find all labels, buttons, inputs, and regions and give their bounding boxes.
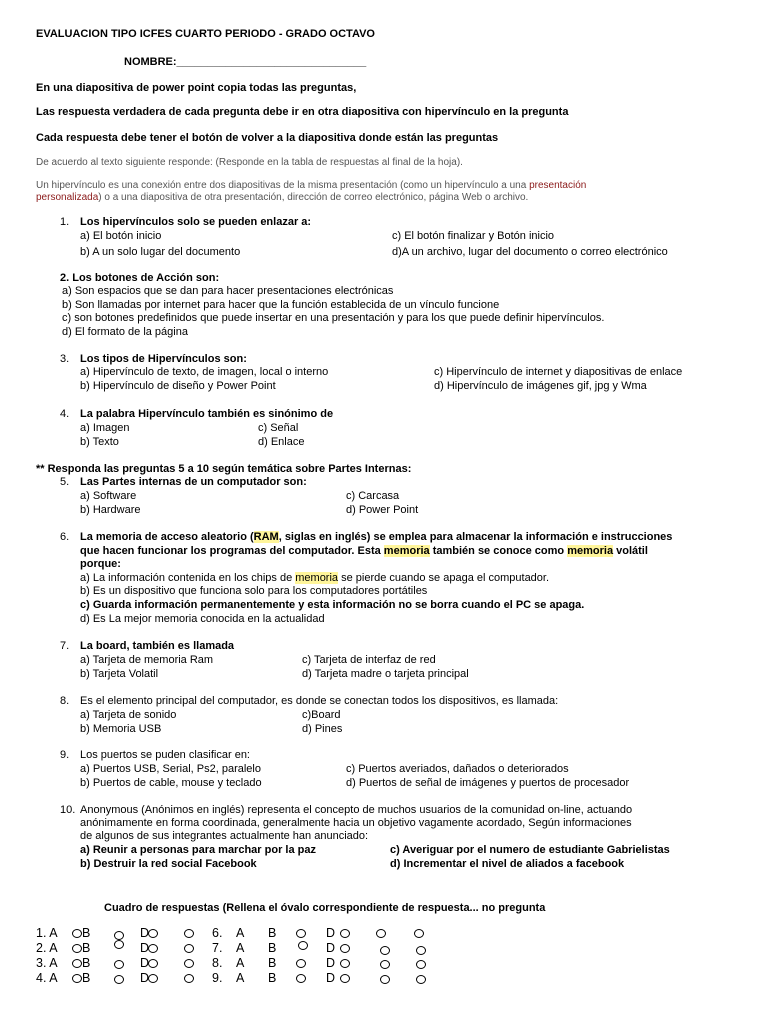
- option-a: a) Hipervínculo de texto, de imagen, local o interno: [80, 366, 329, 378]
- question-text: La board, también es llamada: [80, 640, 235, 652]
- option-c: c) Guarda información permanentemente y esta información no se borra cuando el PC se apaga.: [80, 599, 585, 611]
- answer-oval[interactable]: [376, 929, 386, 938]
- option-c: c) Carcasa: [346, 490, 400, 502]
- option-c: c)Board: [302, 709, 341, 721]
- option-c: c) son botones predefinidos que puede insertar en una presentación y para los que puede definir hipervínculos.: [62, 312, 605, 324]
- answer-oval[interactable]: [114, 960, 124, 969]
- ram-highlight: RAM: [253, 531, 279, 543]
- question-text-line-1: Anonymous (Anónimos en inglés) representa el concepto de muchos usuarios de la comunidad on-line, actuando: [80, 804, 633, 816]
- instruction-2: Las respuesta verdadera de cada pregunta debe ir en otra diapositiva con hipervínculo en la pregunta: [36, 106, 569, 118]
- option-d: d) Puertos de señal de imágenes y puertos de procesador: [346, 777, 630, 789]
- option-d: d) Tarjeta madre o tarjeta principal: [302, 668, 469, 680]
- option-letter-d: D: [140, 941, 150, 955]
- option-letter-b: B: [82, 971, 91, 985]
- option-letter-a: A: [236, 926, 245, 940]
- option-d: d) Enlace: [258, 436, 305, 448]
- answer-oval[interactable]: [72, 929, 82, 938]
- option-letter-b: B: [268, 926, 277, 940]
- answer-oval[interactable]: [148, 959, 158, 968]
- question-text-line-3: de algunos de sus integrantes actualmente han anunciado:: [80, 830, 369, 842]
- answer-row-label: 2. A: [36, 941, 58, 955]
- option-b: b) Hardware: [80, 504, 141, 516]
- answer-oval[interactable]: [380, 975, 390, 984]
- option-d: d) El formato de la página: [62, 326, 188, 338]
- answer-oval[interactable]: [72, 959, 82, 968]
- option-b: b) Son llamadas por internet para hacer que la función establecida de un vínculo funcione: [62, 299, 500, 311]
- question-text: Es el elemento principal del computador, es donde se conectan todos los dispositivos, es llamada:: [80, 695, 559, 707]
- answer-oval[interactable]: [184, 929, 194, 938]
- option-d: d) Incrementar el nivel de aliados a facebook: [390, 858, 625, 870]
- option-letter-b: B: [82, 956, 91, 970]
- question-number: 5.: [60, 476, 70, 488]
- answer-oval[interactable]: [340, 974, 350, 983]
- answer-oval[interactable]: [148, 944, 158, 953]
- option-c: c) Hipervínculo de internet y diapositivas de enlace: [434, 366, 683, 378]
- option-c: c) Averiguar por el numero de estudiante Gabrielistas: [390, 844, 670, 856]
- answer-oval[interactable]: [340, 929, 350, 938]
- option-c: c) Puertos averiados, dañados o deteriorados: [346, 763, 569, 775]
- answer-oval[interactable]: [184, 944, 194, 953]
- option-letter-a: A: [236, 956, 245, 970]
- q6-text-part: que hacen funcionar los programas del computador. Esta: [80, 545, 384, 557]
- option-letter-d: D: [326, 926, 336, 940]
- question-text: 2. Los botones de Acción son:: [60, 272, 220, 284]
- option-a: a) Tarjeta de memoria Ram: [80, 654, 214, 666]
- memoria-highlight: memoria: [567, 545, 614, 557]
- option-letter-d: D: [326, 941, 336, 955]
- question-text: Los tipos de Hipervínculos son:: [80, 353, 247, 365]
- definition-link-2: personalizada: [36, 192, 99, 203]
- answer-row-label: 4. A: [36, 971, 58, 985]
- answer-row-label: 3. A: [36, 956, 58, 970]
- question-number: 6.: [60, 531, 70, 543]
- answer-oval[interactable]: [114, 975, 124, 984]
- q6-text-part: volátil: [613, 545, 648, 557]
- option-letter-d: D: [140, 971, 150, 985]
- answer-row-label: 6.: [212, 926, 223, 940]
- question-text: Los hipervínculos solo se pueden enlazar a:: [80, 216, 312, 228]
- option-letter-a: A: [236, 971, 245, 985]
- name-field-label: NOMBRE:_______________________________: [124, 56, 367, 68]
- question-text: Los puertos se puden clasificar en:: [80, 749, 250, 761]
- option-letter-b: B: [268, 941, 277, 955]
- option-b: b) Es un dispositivo que funciona solo para los computadores portátiles: [80, 585, 428, 597]
- answer-oval[interactable]: [380, 960, 390, 969]
- answer-row-label: 9.: [212, 971, 223, 985]
- question-text-line-3: porque:: [80, 558, 121, 570]
- q6-text-part: también se conoce como: [429, 545, 568, 557]
- option-c: c) Tarjeta de interfaz de red: [302, 654, 436, 666]
- answer-oval[interactable]: [72, 974, 82, 983]
- memoria-highlight: memoria: [383, 545, 430, 557]
- answer-oval[interactable]: [414, 929, 424, 938]
- option-b: b) Hipervínculo de diseño y Power Point: [80, 380, 276, 392]
- definition-link-1: presentación: [529, 180, 587, 191]
- option-b: b) Puertos de cable, mouse y teclado: [80, 777, 262, 789]
- option-a: a) Reunir a personas para marchar por la paz: [80, 844, 316, 856]
- question-text-line-1: [80, 531, 672, 545]
- answer-oval[interactable]: [296, 929, 306, 938]
- option-d: d) Pines: [302, 723, 343, 735]
- option-b: b) Tarjeta Volatil: [80, 668, 159, 680]
- option-a: a) Software: [80, 490, 137, 502]
- option-d: d)A un archivo, lugar del documento o correo electrónico: [392, 246, 668, 258]
- answer-oval[interactable]: [114, 940, 124, 949]
- option-letter-d: D: [140, 926, 150, 940]
- option-d: d) Es La mejor memoria conocida en la actualidad: [80, 613, 325, 625]
- q6-option-a-part: se pierde cuando se apaga el computador.: [338, 572, 550, 584]
- option-letter-d: D: [140, 956, 150, 970]
- question-number: 4.: [60, 408, 70, 420]
- question-text: La palabra Hipervínculo también es sinónimo de: [80, 408, 334, 420]
- option-a: a) El botón inicio: [80, 230, 162, 242]
- answer-oval[interactable]: [340, 959, 350, 968]
- definition-line-2: [36, 192, 528, 204]
- question-number: 10.: [60, 804, 76, 816]
- memoria-highlight: memoria: [295, 572, 339, 584]
- q6-text-part: , siglas en inglés) se emplea para almacenar la información e instrucciones: [278, 531, 673, 543]
- question-text: Las Partes internas de un computador son:: [80, 476, 307, 488]
- instruction-1: En una diapositiva de power point copia todas las preguntas,: [36, 82, 357, 94]
- intro-text: De acuerdo al texto siguiente responde: (Responde en la tabla de respuestas al final de la hoja).: [36, 157, 463, 168]
- question-number: 8.: [60, 695, 70, 707]
- answer-grid: [36, 926, 456, 986]
- option-letter-d: D: [326, 971, 336, 985]
- answer-oval[interactable]: [298, 941, 308, 950]
- definition-part-1: Un hipervínculo es una conexión entre dos diapositivas de la misma presentación (como un hipervínculo a una: [36, 180, 530, 191]
- q6-text-part: La memoria de acceso aleatorio (: [80, 531, 254, 543]
- answer-oval[interactable]: [416, 975, 426, 984]
- option-d: d) Power Point: [346, 504, 419, 516]
- option-a: a) Son espacios que se dan para hacer presentaciones electrónicas: [62, 285, 394, 297]
- answer-oval[interactable]: [416, 946, 426, 955]
- definition-part-2: ) o a una diapositiva de otra presentación, dirección de correo electrónico, página Web o archivo.: [98, 192, 529, 203]
- answer-oval[interactable]: [184, 974, 194, 983]
- instruction-3: Cada respuesta debe tener el botón de volver a la diapositiva donde están las preguntas: [36, 132, 499, 144]
- section-heading: ** Responda las preguntas 5 a 10 según temática sobre Partes Internas:: [36, 463, 412, 475]
- question-number: 3.: [60, 353, 70, 365]
- answer-row-label: 7.: [212, 941, 223, 955]
- answer-oval[interactable]: [148, 974, 158, 983]
- option-b: b) A un solo lugar del documento: [80, 246, 241, 258]
- option-letter-b: B: [268, 956, 277, 970]
- question-number: 1.: [60, 216, 70, 228]
- answer-box-title: Cuadro de respuestas (Rellena el óvalo correspondiente de respuesta... no pregunta: [104, 902, 546, 914]
- option-a: [80, 572, 549, 586]
- answer-oval[interactable]: [72, 944, 82, 953]
- document-title: EVALUACION TIPO ICFES CUARTO PERIODO - GRADO OCTAVO: [36, 28, 375, 40]
- option-b: b) Destruir la red social Facebook: [80, 858, 257, 870]
- option-c: c) El botón finalizar y Botón inicio: [392, 230, 555, 242]
- option-letter-b: B: [268, 971, 277, 985]
- answer-oval[interactable]: [184, 959, 194, 968]
- option-a: a) Tarjeta de sonido: [80, 709, 177, 721]
- answer-oval[interactable]: [296, 974, 306, 983]
- answer-oval[interactable]: [416, 960, 426, 969]
- answer-oval[interactable]: [114, 931, 124, 940]
- answer-oval[interactable]: [296, 959, 306, 968]
- option-b: b) Texto: [80, 436, 119, 448]
- q6-option-a-part: a) La información contenida en los chips de: [80, 572, 296, 584]
- answer-row-label: 8.: [212, 956, 223, 970]
- option-letter-d: D: [326, 956, 336, 970]
- question-number: 9.: [60, 749, 70, 761]
- question-number: 7.: [60, 640, 70, 652]
- option-d: d) Hipervínculo de imágenes gif, jpg y Wma: [434, 380, 647, 392]
- option-a: a) Puertos USB, Serial, Ps2, paralelo: [80, 763, 261, 775]
- answer-row-label: 1. A: [36, 926, 58, 940]
- option-letter-b: B: [82, 926, 91, 940]
- option-letter-a: A: [236, 941, 245, 955]
- option-a: a) Imagen: [80, 422, 130, 434]
- option-letter-b: B: [82, 941, 91, 955]
- answer-oval[interactable]: [380, 946, 390, 955]
- answer-oval[interactable]: [340, 944, 350, 953]
- option-b: b) Memoria USB: [80, 723, 162, 735]
- answer-oval[interactable]: [148, 929, 158, 938]
- option-c: c) Señal: [258, 422, 299, 434]
- question-text-line-2: [80, 545, 648, 559]
- definition-line-1: [36, 180, 586, 192]
- question-text-line-2: anónimamente en forma coordinada, generalmente hacia un objetivo vagamente acordado, Según informaciones: [80, 817, 632, 829]
